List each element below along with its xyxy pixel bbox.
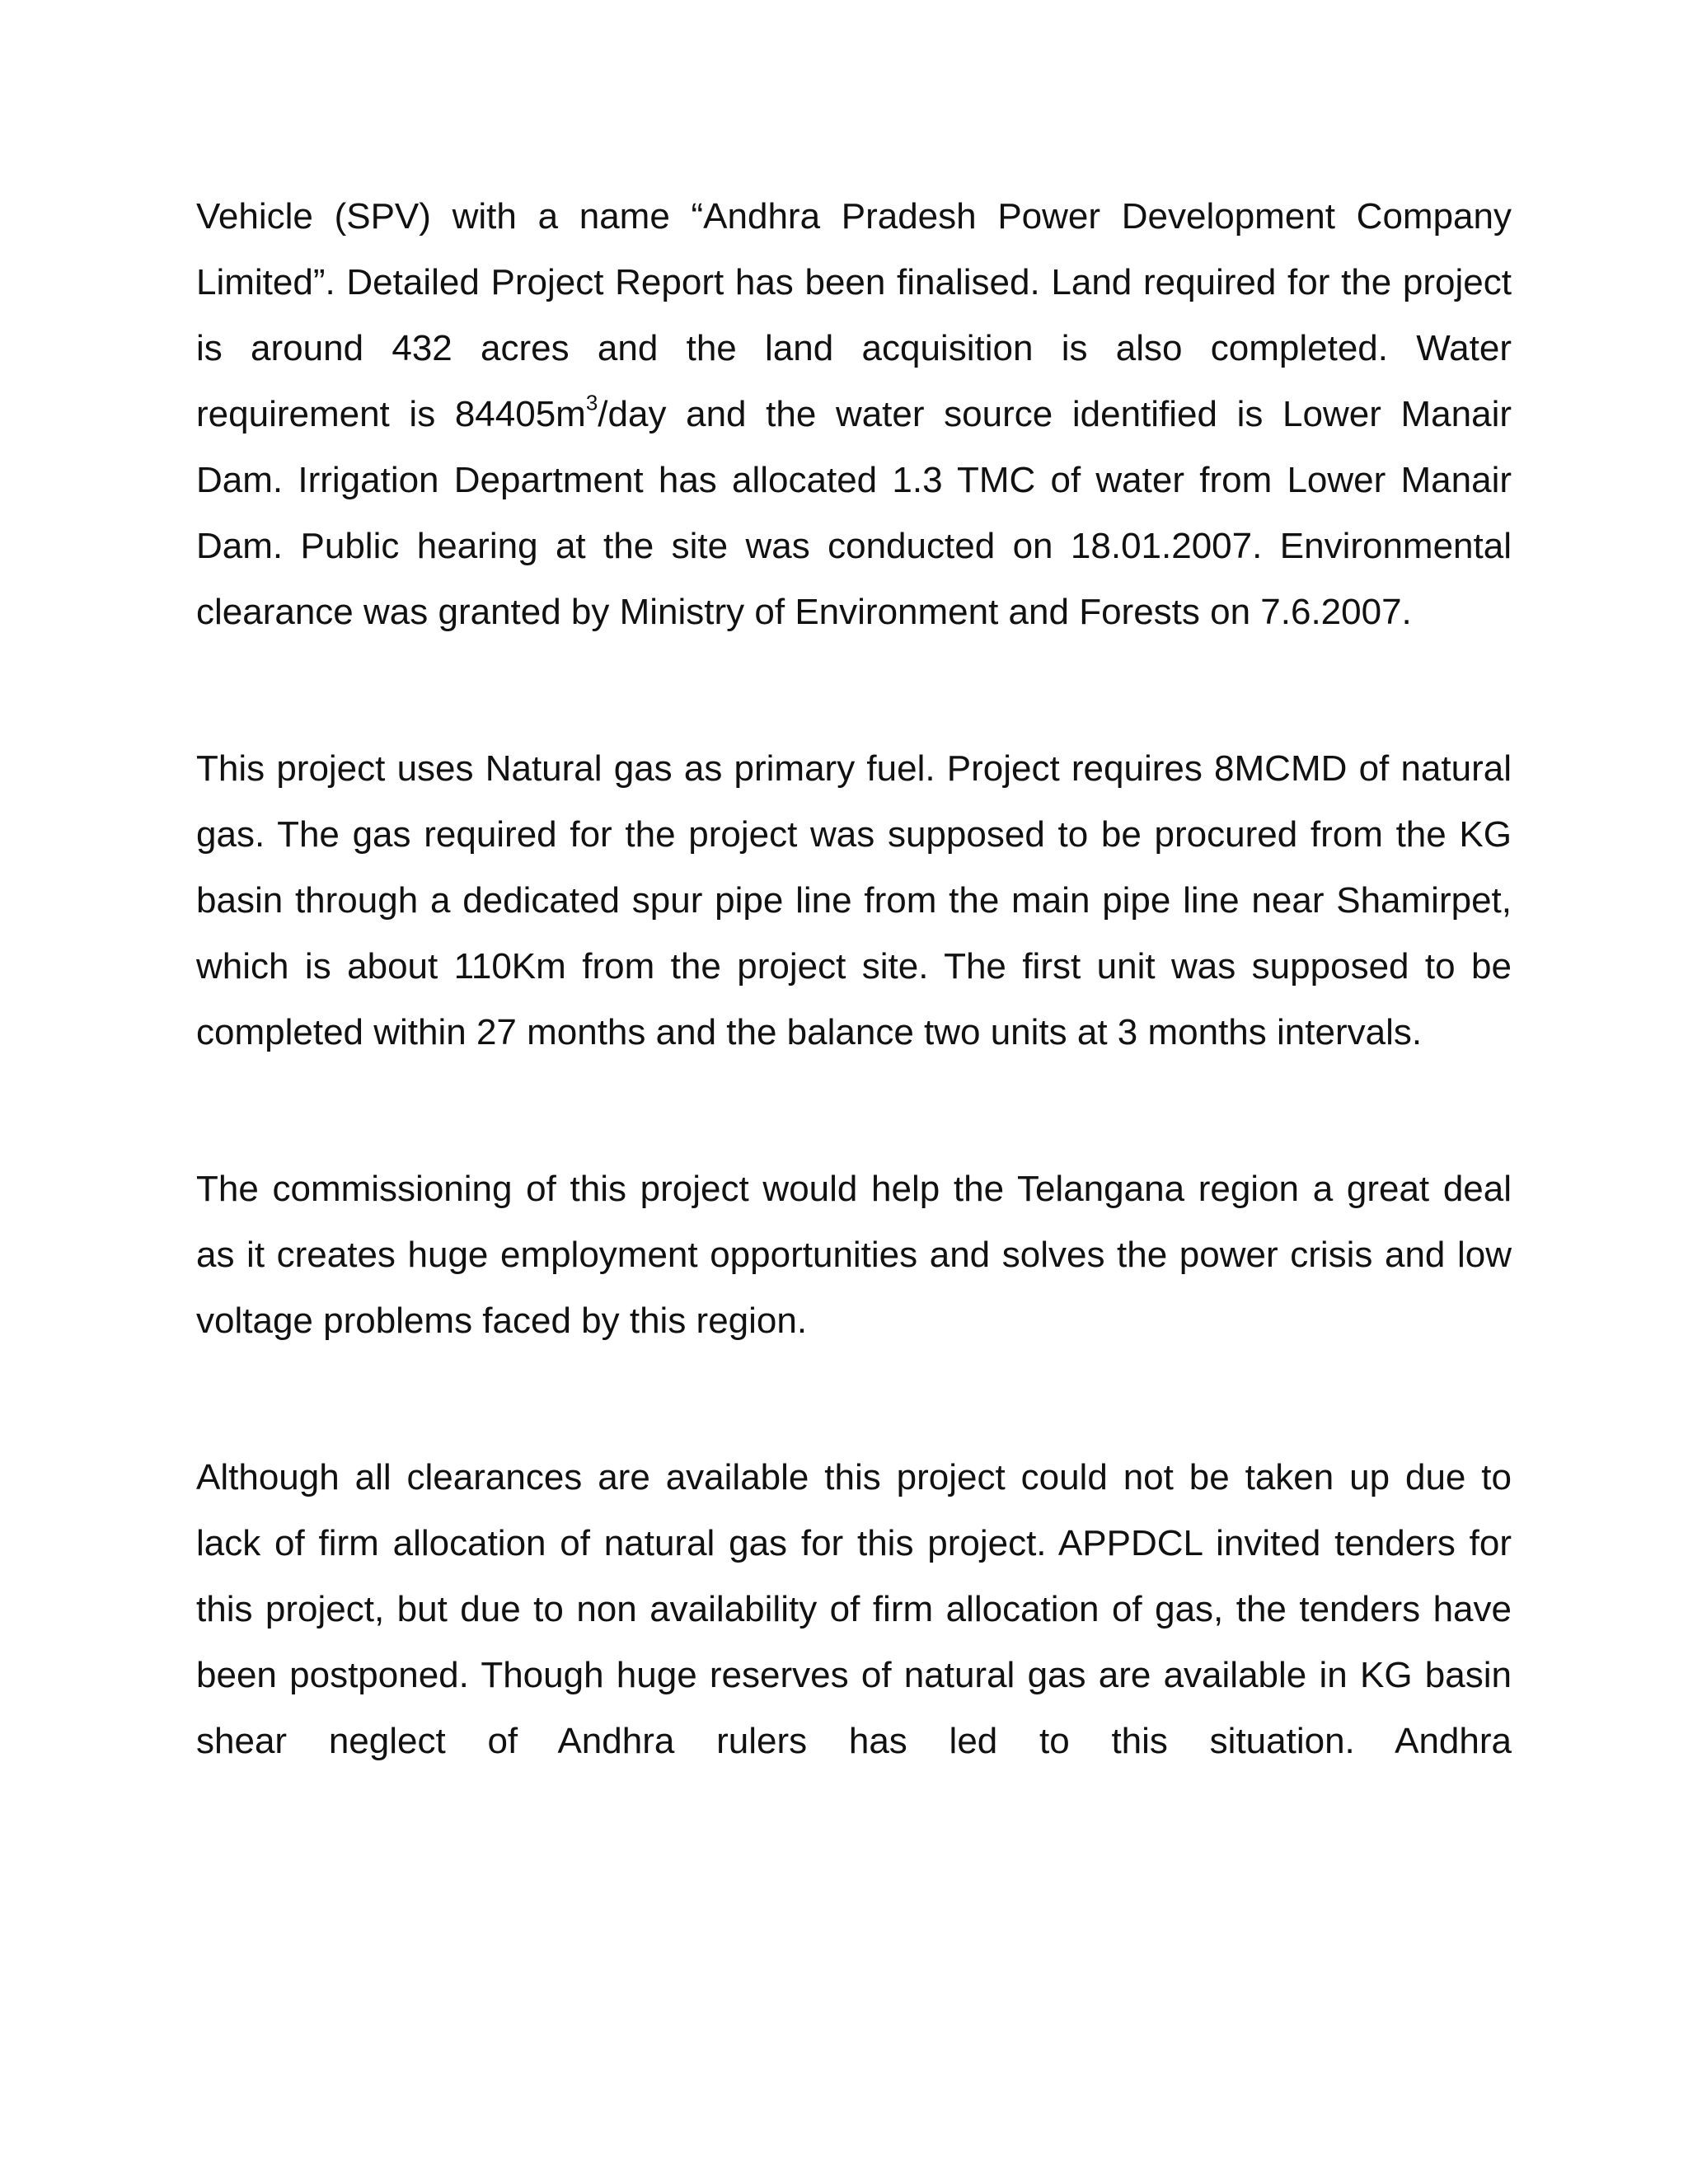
document-body <box>196 184 1512 1774</box>
paragraph-text: Vehicle (SPV) with a name “Andhra Pradesh Power Development Company Limited”. Detailed Project Report has been finalised. Land required for the project is around 432 acres and the land acquisition is also completed. Water requirement is 84405m <box>196 196 1512 434</box>
paragraph-telangana-benefits: The commissioning of this project would help the Telangana region a great deal as it creates huge employment opportunities and solves the power crisis and low voltage problems faced by this region. <box>196 1169 1512 1341</box>
superscript-cubic: 3 <box>585 390 598 415</box>
paragraph-natural-gas-fuel: This project uses Natural gas as primary fuel. Project requires 8MCMD of natural gas. The gas required for the project was supposed to be procured from the KG basin through a dedicated spur pipe line from the main pipe line near Shamirpet, which is about 110Km from the project site. The first unit was supposed to be completed within 27 months and the balance two units at 3 months intervals. <box>196 748 1512 1052</box>
paragraph-spv-project-details <box>196 184 1512 645</box>
paragraph-text: /day and the water source identified is Lower Manair Dam. Irrigation Department has allocated 1.3 TMC of water from Lower Manair Dam. Public hearing at the site was conducted on 18.01.2007. Environmental clearance was granted by Ministry of Environment and Forests on 7.6.2007. <box>196 394 1512 632</box>
paragraph-clearances-tenders: Although all clearances are available this project could not be taken up due to lack of firm allocation of natural gas for this project. APPDCL invited tenders for this project, but due to non availability of firm allocation of gas, the tenders have been postponed. Though huge reserves of natural gas are available in KG basin shear neglect of Andhra rulers has led to this situation. Andhra <box>196 1457 1512 1761</box>
